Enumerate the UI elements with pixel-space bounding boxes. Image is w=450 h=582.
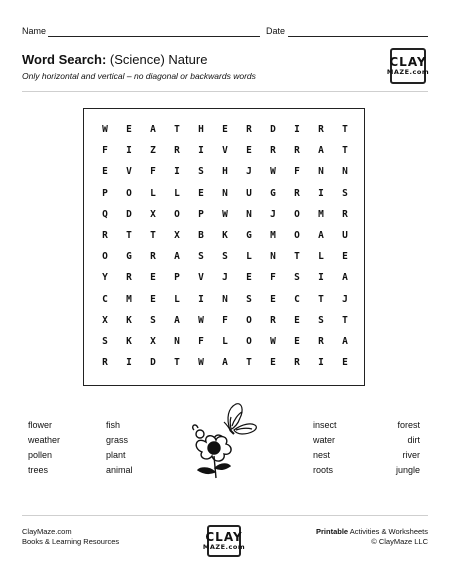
grid-letter[interactable]: I bbox=[174, 166, 180, 178]
grid-letter[interactable]: V bbox=[198, 272, 204, 284]
grid-letter[interactable]: G bbox=[246, 230, 252, 242]
grid-letter[interactable]: R bbox=[102, 357, 108, 369]
grid-letter[interactable]: R bbox=[318, 335, 324, 347]
grid-letter[interactable]: M bbox=[270, 230, 276, 242]
grid-letter[interactable]: N bbox=[222, 187, 228, 199]
grid-letter[interactable]: S bbox=[198, 166, 204, 178]
grid-letter[interactable]: Q bbox=[102, 208, 108, 220]
grid-letter[interactable]: S bbox=[342, 187, 348, 199]
grid-letter[interactable]: R bbox=[294, 357, 300, 369]
grid-letter[interactable]: R bbox=[342, 208, 348, 220]
header-divider bbox=[22, 91, 428, 92]
grid-letter[interactable]: R bbox=[270, 145, 276, 157]
grid-letter[interactable]: E bbox=[294, 335, 300, 347]
grid-letter[interactable]: X bbox=[150, 335, 156, 347]
claymaze-logo bbox=[386, 48, 430, 84]
grid-letter[interactable]: U bbox=[246, 187, 252, 199]
grid-letter[interactable]: E bbox=[270, 357, 276, 369]
grid-letter[interactable]: L bbox=[318, 251, 324, 263]
grid-letter[interactable]: S bbox=[246, 293, 252, 305]
grid-letter[interactable]: E bbox=[222, 124, 228, 136]
grid-letter[interactable]: T bbox=[126, 230, 132, 242]
grid-letter[interactable]: W bbox=[222, 208, 228, 220]
grid-letter[interactable]: O bbox=[102, 251, 108, 263]
grid-letter[interactable]: X bbox=[102, 314, 108, 326]
word-list-item: river bbox=[402, 450, 420, 460]
grid-letter[interactable]: N bbox=[270, 251, 276, 263]
grid-letter[interactable]: S bbox=[150, 314, 156, 326]
grid-letter[interactable]: L bbox=[222, 335, 228, 347]
grid-letter[interactable]: K bbox=[222, 230, 228, 242]
grid-letter[interactable]: D bbox=[270, 124, 276, 136]
footer-logo-maze: MAZE.com bbox=[202, 543, 246, 552]
footer-printable-bold: Printable bbox=[316, 527, 349, 536]
grid-letter[interactable]: T bbox=[342, 124, 348, 136]
grid-letter[interactable]: X bbox=[174, 230, 180, 242]
grid-letter[interactable]: J bbox=[246, 166, 252, 178]
grid-letter[interactable]: L bbox=[174, 187, 180, 199]
footer-right bbox=[316, 527, 428, 547]
grid-letter[interactable]: E bbox=[342, 251, 348, 263]
grid-letter[interactable]: W bbox=[198, 357, 204, 369]
word-list-col2 bbox=[106, 418, 133, 478]
date-label: Date bbox=[266, 26, 286, 36]
grid-letter[interactable]: E bbox=[246, 145, 252, 157]
grid-letter[interactable]: F bbox=[222, 314, 228, 326]
grid-letter[interactable]: C bbox=[102, 293, 108, 305]
grid-letter[interactable]: O bbox=[294, 208, 300, 220]
grid-letter[interactable]: L bbox=[246, 251, 252, 263]
grid-letter[interactable]: O bbox=[246, 314, 252, 326]
grid-letter[interactable]: P bbox=[198, 208, 204, 220]
grid-letter[interactable]: I bbox=[294, 124, 300, 136]
grid-letter[interactable]: L bbox=[150, 187, 156, 199]
grid-letter[interactable]: E bbox=[342, 357, 348, 369]
grid-letter[interactable]: I bbox=[198, 293, 204, 305]
grid-letter[interactable]: I bbox=[126, 357, 132, 369]
grid-letter[interactable]: E bbox=[198, 187, 204, 199]
grid-letter[interactable]: A bbox=[174, 251, 180, 263]
footer-claymaze-logo bbox=[202, 525, 246, 557]
grid-letter[interactable]: N bbox=[318, 166, 324, 178]
grid-letter[interactable]: S bbox=[222, 251, 228, 263]
grid-letter[interactable]: G bbox=[270, 187, 276, 199]
grid-letter[interactable]: N bbox=[342, 166, 348, 178]
footer-printable bbox=[316, 527, 428, 537]
footer-divider bbox=[22, 515, 428, 516]
grid-letter[interactable]: C bbox=[294, 293, 300, 305]
grid-letter[interactable]: Y bbox=[102, 272, 108, 284]
grid-letter[interactable]: F bbox=[294, 166, 300, 178]
word-list-item: insect bbox=[313, 420, 337, 430]
grid-letter[interactable]: T bbox=[342, 314, 348, 326]
word-list-item: animal bbox=[106, 465, 133, 475]
grid-letter[interactable]: E bbox=[150, 272, 156, 284]
grid-letter[interactable]: S bbox=[318, 314, 324, 326]
grid-letter[interactable]: P bbox=[102, 187, 108, 199]
grid-letter[interactable]: T bbox=[150, 230, 156, 242]
grid-letter[interactable]: A bbox=[222, 357, 228, 369]
footer-printable-rest: Activities & Worksheets bbox=[348, 527, 428, 536]
grid-letter[interactable]: N bbox=[222, 293, 228, 305]
word-list-item: forest bbox=[397, 420, 420, 430]
grid-letter[interactable]: R bbox=[126, 272, 132, 284]
grid-letter[interactable]: T bbox=[174, 124, 180, 136]
logo-text-clay: CLAY bbox=[389, 55, 427, 70]
grid-letter[interactable]: D bbox=[150, 357, 156, 369]
grid-letter[interactable]: E bbox=[150, 293, 156, 305]
grid-letter[interactable]: I bbox=[318, 357, 324, 369]
word-list-item: trees bbox=[28, 465, 49, 475]
word-list-col4 bbox=[396, 418, 420, 478]
grid-letter[interactable]: T bbox=[294, 251, 300, 263]
grid-letter[interactable]: A bbox=[150, 124, 156, 136]
grid-letter[interactable]: R bbox=[174, 145, 180, 157]
grid-letter[interactable]: O bbox=[246, 335, 252, 347]
grid-letter[interactable]: F bbox=[270, 272, 276, 284]
word-list-col3 bbox=[313, 418, 337, 478]
grid-letter[interactable]: P bbox=[174, 272, 180, 284]
grid-letter[interactable]: X bbox=[150, 208, 156, 220]
grid-letter[interactable]: V bbox=[126, 166, 132, 178]
grid-letter[interactable]: O bbox=[174, 208, 180, 220]
name-line[interactable] bbox=[48, 36, 260, 37]
grid-letter[interactable]: A bbox=[318, 145, 324, 157]
grid-letter[interactable]: O bbox=[126, 187, 132, 199]
word-list-item: grass bbox=[106, 435, 129, 445]
grid-letter[interactable]: S bbox=[198, 251, 204, 263]
word-list-item: jungle bbox=[395, 465, 420, 475]
grid-letter[interactable]: S bbox=[102, 335, 108, 347]
grid-letter[interactable]: S bbox=[294, 272, 300, 284]
word-search-grid bbox=[83, 108, 365, 386]
grid-letter[interactable]: L bbox=[174, 293, 180, 305]
grid-letter[interactable]: R bbox=[318, 124, 324, 136]
footer-site: ClayMaze.com bbox=[22, 527, 72, 536]
grid-letter[interactable]: E bbox=[246, 272, 252, 284]
grid-letter[interactable]: A bbox=[342, 335, 348, 347]
grid-letter[interactable]: R bbox=[246, 124, 252, 136]
grid-letter[interactable]: N bbox=[246, 208, 252, 220]
grid-letter[interactable]: I bbox=[198, 145, 204, 157]
grid-letter[interactable]: F bbox=[198, 335, 204, 347]
grid-letter[interactable]: N bbox=[174, 335, 180, 347]
grid-letter[interactable]: G bbox=[126, 251, 132, 263]
grid-letter[interactable]: H bbox=[222, 166, 228, 178]
grid-letter[interactable]: F bbox=[150, 166, 156, 178]
grid-letter[interactable]: A bbox=[342, 272, 348, 284]
word-list-item: dirt bbox=[407, 435, 420, 445]
grid-letter[interactable]: I bbox=[318, 272, 324, 284]
grid-letter[interactable]: R bbox=[294, 145, 300, 157]
name-label: Name bbox=[22, 26, 47, 36]
page-title bbox=[22, 52, 207, 67]
title-topic: (Science) Nature bbox=[106, 52, 208, 67]
grid-letter[interactable]: D bbox=[126, 208, 132, 220]
word-list-item: pollen bbox=[28, 450, 53, 460]
footer-tagline: Books & Learning Resources bbox=[22, 537, 120, 546]
grid-letter[interactable]: R bbox=[270, 314, 276, 326]
word-list-item: roots bbox=[313, 465, 334, 475]
grid-letter[interactable]: M bbox=[126, 293, 132, 305]
word-list-item: plant bbox=[106, 450, 126, 460]
butterfly-flower-illustration bbox=[186, 400, 264, 482]
word-list-item: nest bbox=[313, 450, 331, 460]
grid-letter[interactable]: R bbox=[150, 251, 156, 263]
footer-left bbox=[22, 527, 119, 547]
word-list-col1 bbox=[28, 418, 60, 478]
grid-letter[interactable]: J bbox=[222, 272, 228, 284]
grid-letter[interactable]: M bbox=[318, 208, 324, 220]
grid-letter[interactable]: V bbox=[222, 145, 228, 157]
word-list-item: fish bbox=[106, 420, 121, 430]
grid-letter[interactable]: K bbox=[126, 314, 132, 326]
grid-letter[interactable]: W bbox=[198, 314, 204, 326]
grid-letter[interactable]: J bbox=[270, 208, 276, 220]
grid-letter[interactable]: E bbox=[102, 166, 108, 178]
grid-letter[interactable]: J bbox=[342, 293, 348, 305]
grid-letter[interactable]: H bbox=[198, 124, 204, 136]
grid-letter[interactable]: W bbox=[270, 166, 276, 178]
title-bold: Word Search: bbox=[22, 52, 107, 67]
instructions: Only horizontal and vertical – no diagonal or backwards words bbox=[22, 71, 256, 81]
grid-letter[interactable]: E bbox=[270, 293, 276, 305]
grid-letter[interactable]: A bbox=[318, 230, 324, 242]
grid-letter[interactable]: I bbox=[318, 187, 324, 199]
grid-letter[interactable]: A bbox=[174, 314, 180, 326]
grid-letter[interactable]: T bbox=[246, 357, 252, 369]
footer-copyright: © ClayMaze LLC bbox=[371, 537, 428, 546]
grid-letter[interactable]: T bbox=[318, 293, 324, 305]
grid-letter[interactable]: B bbox=[198, 230, 204, 242]
grid-letter[interactable]: K bbox=[126, 335, 132, 347]
logo-text-maze: MAZE.com bbox=[386, 68, 430, 77]
grid-letter[interactable]: W bbox=[102, 124, 108, 136]
grid-letter[interactable]: E bbox=[126, 124, 132, 136]
grid-letter[interactable]: F bbox=[102, 145, 108, 157]
grid-letter[interactable]: T bbox=[342, 145, 348, 157]
word-list-item: weather bbox=[28, 435, 61, 445]
date-line[interactable] bbox=[288, 36, 428, 37]
grid-letter[interactable]: O bbox=[294, 230, 300, 242]
butterfly-icon bbox=[224, 404, 256, 434]
grid-letter[interactable]: W bbox=[270, 335, 276, 347]
grid-letter[interactable]: I bbox=[126, 145, 132, 157]
footer-logo-clay: CLAY bbox=[205, 530, 243, 545]
grid-letter[interactable]: R bbox=[294, 187, 300, 199]
grid-letter[interactable]: Z bbox=[150, 145, 156, 157]
grid-letter[interactable]: T bbox=[174, 357, 180, 369]
grid-letter[interactable]: R bbox=[102, 230, 108, 242]
word-list-item: flower bbox=[28, 420, 53, 430]
grid-letter[interactable]: U bbox=[342, 230, 348, 242]
word-list-item: water bbox=[313, 435, 336, 445]
grid-letter[interactable]: E bbox=[294, 314, 300, 326]
letter-grid bbox=[93, 119, 357, 373]
flower-icon bbox=[193, 425, 231, 478]
